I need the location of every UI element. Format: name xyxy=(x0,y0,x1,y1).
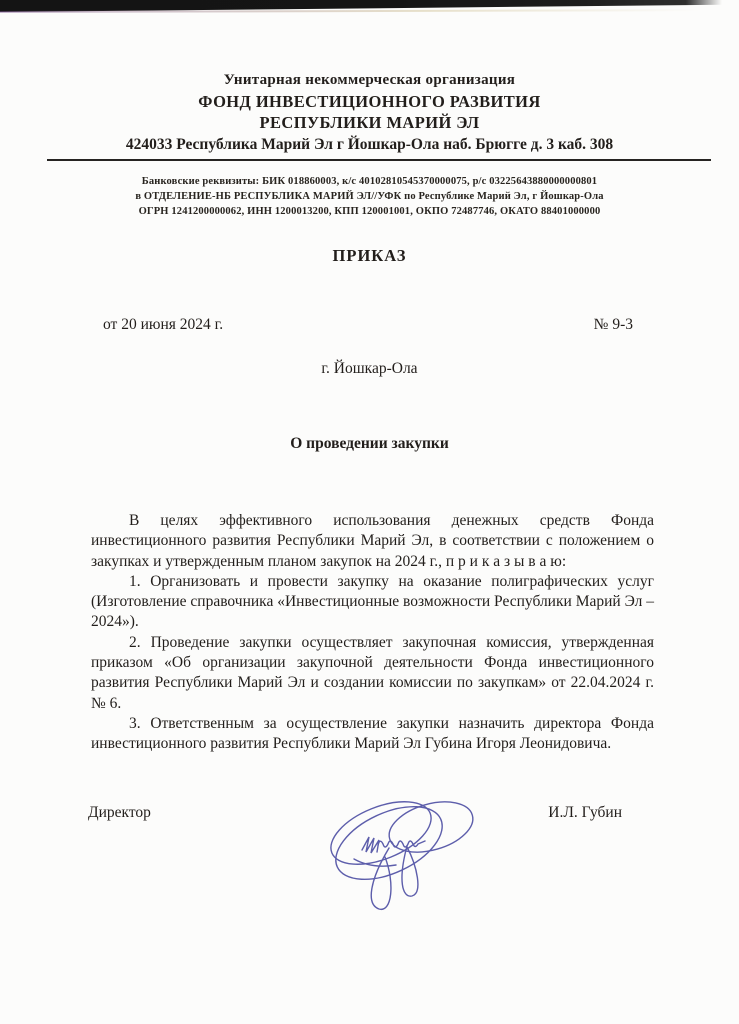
scan-edge-color-fringe xyxy=(0,9,700,13)
document-type-title: ПРИКАЗ xyxy=(332,246,407,265)
bank-details-line-3: ОГРН 1241200000062, ИНН 1200013200, КПП 120001001, ОКПО 72487746, ОКАТО 88401000000 xyxy=(138,206,601,217)
document-date: от 20 июня 2024 г. xyxy=(103,316,224,333)
order-item-3: 3. Ответственным за осуществление закупки назначить директора Фонда инвестиционного развития Республики Марий Эл Губина Игоря Леонидовича. xyxy=(91,714,654,753)
document-number: № 9-3 xyxy=(593,316,633,333)
bank-details-line-1: Банковские реквизиты: БИК 018860003, к/с 40102810545370000075, р/с 03225643880000000801 xyxy=(141,176,598,187)
org-address-line: 424033 Республика Марий Эл г Йошкар-Ола наб. Брюгге д. 3 каб. 308 xyxy=(125,136,614,153)
signature-name: И.Л. Губин xyxy=(548,803,622,821)
document-subject: О проведении закупки xyxy=(290,435,449,452)
date-number-row xyxy=(0,316,739,334)
signature-ink xyxy=(318,784,484,920)
org-name-line-2: РЕСПУБЛИКИ МАРИЙ ЭЛ xyxy=(259,113,480,132)
document-city: г. Йошкар-Ола xyxy=(321,360,418,377)
order-item-1: 1. Организовать и провести закупку на оказание полиграфических услуг (Изготовление справочника «Инвестиционные возможности Республики Марий Эл – 2024»). xyxy=(91,572,654,631)
org-name-line-1: ФОНД ИНВЕСТИЦИОННОГО РАЗВИТИЯ xyxy=(198,92,541,111)
letterhead xyxy=(0,70,739,155)
signature-position-label: Директор xyxy=(88,803,151,821)
signature-strokes xyxy=(322,789,479,909)
bank-details xyxy=(0,174,739,219)
paragraph-intro: В целях эффективного использования денежных средств Фонда инвестиционного развития Республики Марий Эл, в соответствии с положением о закупках и утвержденным планом закупок на 2024 г., п р и к а з ы в а ю: xyxy=(91,512,654,570)
letterhead-divider xyxy=(47,159,711,161)
document-body xyxy=(91,511,654,755)
org-type-line: Унитарная некоммерческая организация xyxy=(223,72,516,88)
bank-details-line-2: в ОТДЕЛЕНИЕ-НБ РЕСПУБЛИКА МАРИЙ ЭЛ//УФК по Республике Марий Эл, г Йошкар-Ола xyxy=(135,191,604,202)
order-item-2: 2. Проведение закупки осуществляет закупочная комиссия, утвержденная приказом «Об организации закупочной деятельности Фонда инвестиционного развития Республики Марий Эл и создании комиссии по закупкам» от 22.04.2024 г. № 6. xyxy=(91,633,654,712)
